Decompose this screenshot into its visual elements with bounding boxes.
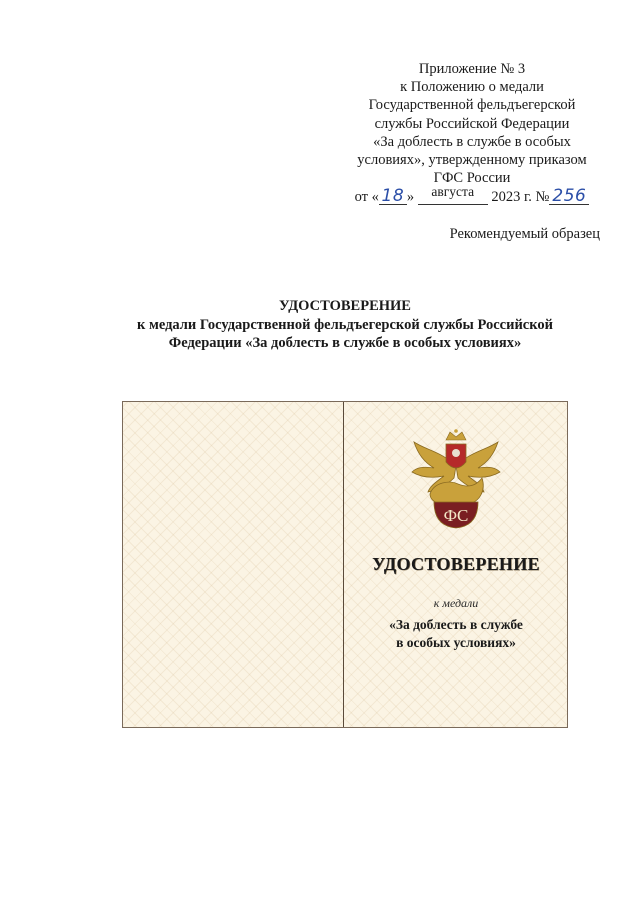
booklet-back-cover xyxy=(123,402,343,727)
month-field xyxy=(418,184,488,205)
appendix-line-3: Государственной фельдъегерской xyxy=(368,97,576,114)
cover-medal-name xyxy=(344,616,568,652)
handwritten-order-number: 256 xyxy=(552,186,587,207)
handwritten-day: 18 xyxy=(381,186,405,207)
day-field xyxy=(379,186,407,207)
emblem-letters: ФС xyxy=(443,506,469,525)
title-line-2: к медали Государственной фельдъегерской службы Российской xyxy=(136,316,554,333)
appendix-line-5: «За доблесть в службе в особых xyxy=(373,133,571,150)
title-heading: УДОСТОВЕРЕНИЕ xyxy=(279,298,411,314)
order-date-line xyxy=(344,184,600,207)
appendix-line-4: службы Российской Федерации xyxy=(374,115,570,132)
appendix-line-6: условиях», утвержденному приказом xyxy=(357,152,587,169)
certificate-booklet xyxy=(122,401,568,728)
date-mid: » xyxy=(406,189,415,206)
date-prefix: от « xyxy=(354,189,379,206)
document-title xyxy=(60,297,630,353)
appendix-block xyxy=(344,60,600,207)
cover-medal-line-1: «За доблесть в службе xyxy=(389,617,523,632)
month-value: августа xyxy=(431,184,475,200)
appendix-line-2: к Положению о медали xyxy=(400,79,544,96)
appendix-number: Приложение № 3 xyxy=(418,61,526,77)
booklet-front-cover xyxy=(344,402,568,727)
cover-title: УДОСТОВЕРЕНИЕ xyxy=(372,554,540,574)
title-line-3: Федерации «За доблесть в службе в особых условиях» xyxy=(168,335,522,351)
cover-medal-line-2: в особых условиях» xyxy=(396,635,516,650)
year-text: 2023 г. № xyxy=(491,189,550,206)
cover-subtitle: к медали xyxy=(433,596,479,610)
recommended-sample-label: Рекомендуемый образец xyxy=(449,226,600,242)
appendix-line-7: ГФС России xyxy=(433,170,511,187)
order-number-field xyxy=(549,186,589,207)
fgs-emblem-icon xyxy=(408,428,504,532)
